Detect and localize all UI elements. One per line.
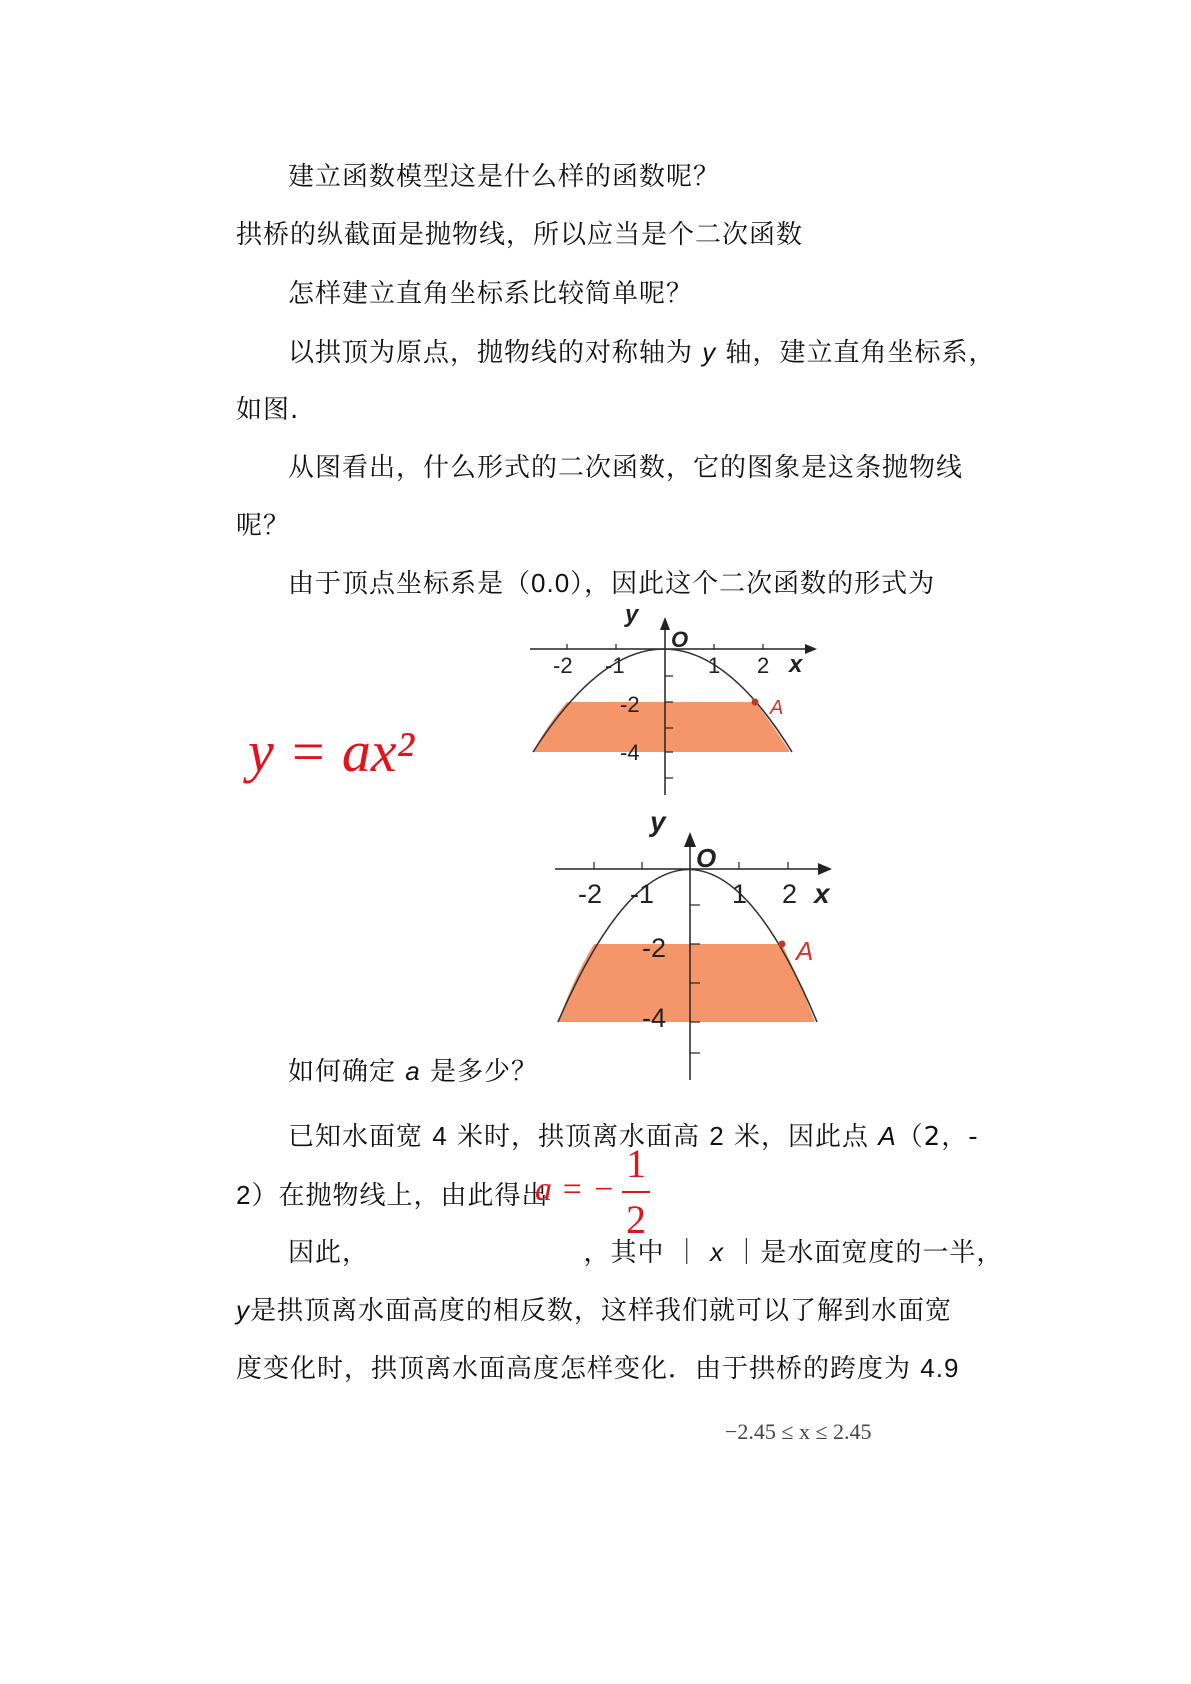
p9-var-a: a [405,1056,421,1086]
point-a-label: A [796,936,814,966]
p14-text: 度变化时，拱顶离水面高度怎样变化．由于拱桥的跨度为 [236,1354,912,1384]
y-axis-arrow [684,832,696,847]
fraction-denominator: 2 [626,1197,646,1242]
x-tick-1: 1 [732,879,748,909]
range-inequality: −2.45 ≤ x ≤ 2.45 [725,1419,872,1444]
point-a-marker [779,941,786,948]
formula-a-equals: a = − [535,1171,615,1208]
x-tick-neg1: -1 [630,879,655,909]
fraction-bar [622,1191,650,1193]
fraction-numerator: 1 [626,1141,646,1186]
x-axis-label: x [814,878,830,909]
p10-num-4: 4 [432,1121,448,1151]
p12-var-x: x [710,1237,725,1267]
y-tick-neg4: -4 [620,740,640,765]
p10-text-b: 米时，拱顶离水面高 [457,1122,701,1152]
p4-text-a: 以拱顶为原点，抛物线的对称轴为 [288,338,694,368]
p8-text-b: ），因此这个二次函数的形式为 [570,569,936,599]
paragraph-12 [288,1235,1003,1270]
x-tick-2: 2 [757,653,770,678]
x-tick-1: 1 [708,653,721,678]
p14-number: 4.9 [920,1353,960,1383]
paragraph-11 [236,1178,548,1213]
origin-label: O [696,843,717,873]
paragraph-4 [288,335,996,370]
x-axis-arrow [805,644,817,654]
paragraph-8 [288,566,935,601]
p10-text-c: 米，因此点 [734,1122,870,1152]
water-region [533,702,790,752]
p11-text: ）在抛物线上，由此得出 [251,1181,549,1211]
p12-text-c: ｜是水面宽度的一半， [733,1238,1004,1268]
point-a-marker [752,699,759,706]
x-axis-arrow [818,863,832,875]
p10-num-2: 2 [709,1121,725,1151]
origin-label: O [671,627,689,652]
p4-text-b: 轴，建立直角坐标系， [725,338,996,368]
formula-y-equals-ax-squared: y = ax² [248,719,415,784]
paragraph-7: 呢？ [236,511,291,541]
paragraph-9 [288,1054,538,1089]
p13-var-y: y [236,1295,250,1325]
x-tick-neg2: -2 [578,879,603,909]
p12-text-a: 因此， [288,1238,370,1268]
paragraph-1: 建立函数模型这是什么样的函数呢？ [288,162,721,192]
y-axis-label: y [650,806,666,837]
p9-text-b: 是多少？ [430,1057,539,1087]
p11-num: 2 [236,1180,252,1210]
y-axis-arrow [660,617,670,630]
p8-number: 0.0 [531,568,571,598]
parabola-graph-large [550,805,850,1085]
p9-text-a: 如何确定 [288,1057,397,1087]
y-tick-neg2: -2 [620,692,640,717]
y-axis-label: y [625,601,639,628]
p8-text-a: 由于顶点坐标系是（ [288,569,532,599]
y-tick-neg4: -4 [642,1003,667,1033]
paragraph-5: 如图. [236,395,300,425]
paragraph-6: 从图看出，什么形式的二次函数，它的图象是这条抛物线 [288,453,964,483]
point-a-label: A [770,697,784,719]
x-axis-label: x [789,651,803,678]
x-tick-neg2: -2 [553,653,573,678]
p12-text-b: ，其中 ｜ [583,1238,701,1268]
x-tick-2: 2 [782,879,798,909]
parabola-graph-small [525,600,825,800]
paragraph-2: 拱桥的纵截面是抛物线，所以应当是个二次函数 [236,220,804,250]
x-tick-neg1: -1 [605,653,625,678]
p10-var-a: A [878,1121,897,1151]
p4-var-y: y [702,337,717,367]
p10-text-a: 已知水面宽 [288,1122,424,1152]
y-tick-neg2: -2 [642,933,667,963]
p13-text: 是拱顶离水面高度的相反数，这样我们就可以了解到水面宽 [250,1296,953,1326]
paragraph-13 [236,1293,952,1328]
p10-text-d: （2，- [896,1122,979,1152]
paragraph-3: 怎样建立直角坐标系比较简单呢？ [288,279,694,309]
paragraph-14 [236,1351,959,1386]
water-region [558,944,815,1022]
